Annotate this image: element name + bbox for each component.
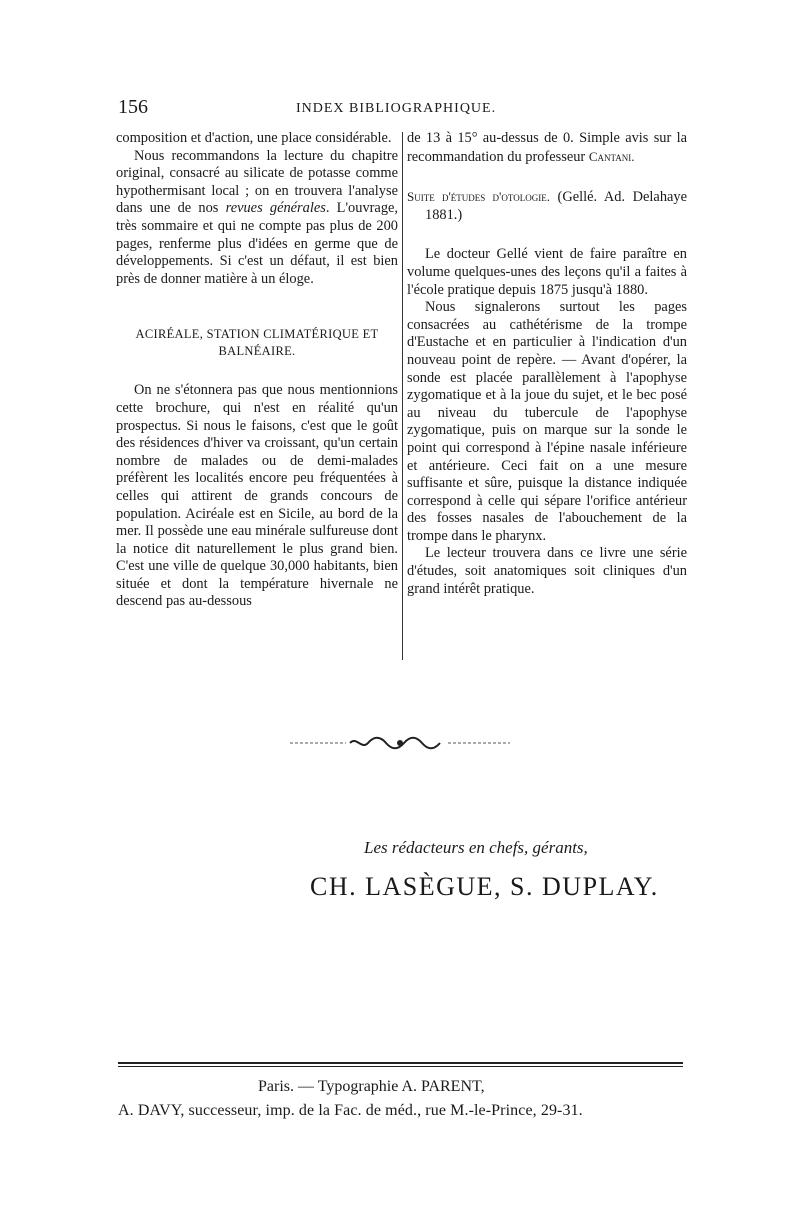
paragraph: Le lecteur trouvera dans ce livre une série d'études, soit anatomiques soit cliniques d'un grand intérêt pratique.: [407, 545, 687, 597]
paragraph: Nous signalerons surtout les pages consacrées au cathétérisme de la trompe d'Eustache et en particulier à l'indication d'un nouveau point de repère. — Avant d'opérer, la sonde est placée parallèlement à l'apophyse zygomatique et à la joue du sujet, et le bec posé au niveau du tubercule de l'apophyse zygomatique, puis on marque sur la sonde le point qui correspond à l'épine nasale inférieure et antérieure. Ceci fait on a une mesure suffisante et sûre, puisque la distance indiquée correspond à celle qui sépare l'orifice antérieur des fosses nasales de l'abouchement de la trompe dans le pharynx.: [407, 299, 687, 544]
page-number: 156: [118, 96, 148, 118]
column-divider: [402, 132, 403, 660]
printer-ornament-icon: [290, 734, 510, 752]
footer-rule: [118, 1066, 683, 1067]
page-header: [118, 96, 688, 126]
small-caps-name: Cantani.: [588, 148, 635, 164]
paragraph: composition et d'action, une place considérable.: [116, 130, 392, 146]
paragraph: On ne s'étonnera pas que nous mentionnions cette brochure, qui n'est en réalité qu'un prospectus. Si nous le faisons, c'est que le goût des résidences d'hiver va croissant, qu'un certain nombre de malades ou de demi-malades préfèrent les localités encore peu fréquentées à celles qui attirent de grands concours de population. Aciréale est en Sicile, au bord de la mer. Il possède une eau minérale sulfureuse dont la notice dit naturellement le plus grand bien. C'est une ville de quelque 30,000 habitants, bien située et dont la température hivernale ne descend pas au-dessous: [116, 382, 398, 610]
imprint-line: Paris. — Typographie A. PARENT,: [258, 1078, 485, 1095]
section-heading: ACIRÉALE, STATION CLIMATÉRIQUE ET BALNÉAIRE.: [135, 327, 379, 359]
running-title: INDEX BIBLIOGRAPHIQUE.: [296, 101, 497, 116]
small-caps-title: Suite d'études d'otologie.: [407, 189, 550, 205]
imprint-line: A. DAVY, successeur, imp. de la Fac. de méd., rue M.-le-Prince, 29-31.: [118, 1102, 583, 1119]
signoff-line: Les rédacteurs en chefs, gérants,: [364, 838, 588, 857]
text-run: Nous recommandons la lecture du chapitre original, consacré au silicate de potasse comme hypothermisant local ; on en trouvera l'analyse dans une de nos: [116, 147, 398, 217]
italic-text: revues générales: [225, 200, 326, 217]
left-column: [116, 130, 398, 611]
paragraph: Le docteur Gellé vient de faire paraître en volume quelques-unes des leçons qu'il a faites à l'école pratique depuis 1875 jusqu'à 1880.: [407, 246, 687, 298]
editors-names: CH. LASÈGUE, S. DUPLAY.: [310, 872, 659, 901]
right-column: [407, 130, 687, 598]
paragraph: [116, 148, 398, 289]
section-heading: [407, 188, 687, 224]
footer-rule: [118, 1062, 683, 1064]
text-run: de 13 à 15° au-dessus de 0. Simple avis sur la recommandation du professeur: [407, 130, 687, 165]
text-run: . L'ouvrage, très sommaire et qui ne compte pas plus de 200 pages, renferme plus d'idées en germe que de développements. Si c'est un défaut, il est bien près de donner matière à un éloge.: [116, 200, 398, 287]
text-run: (Gellé. Ad. Delahaye 1881.): [425, 189, 687, 223]
paragraph: [407, 130, 687, 166]
